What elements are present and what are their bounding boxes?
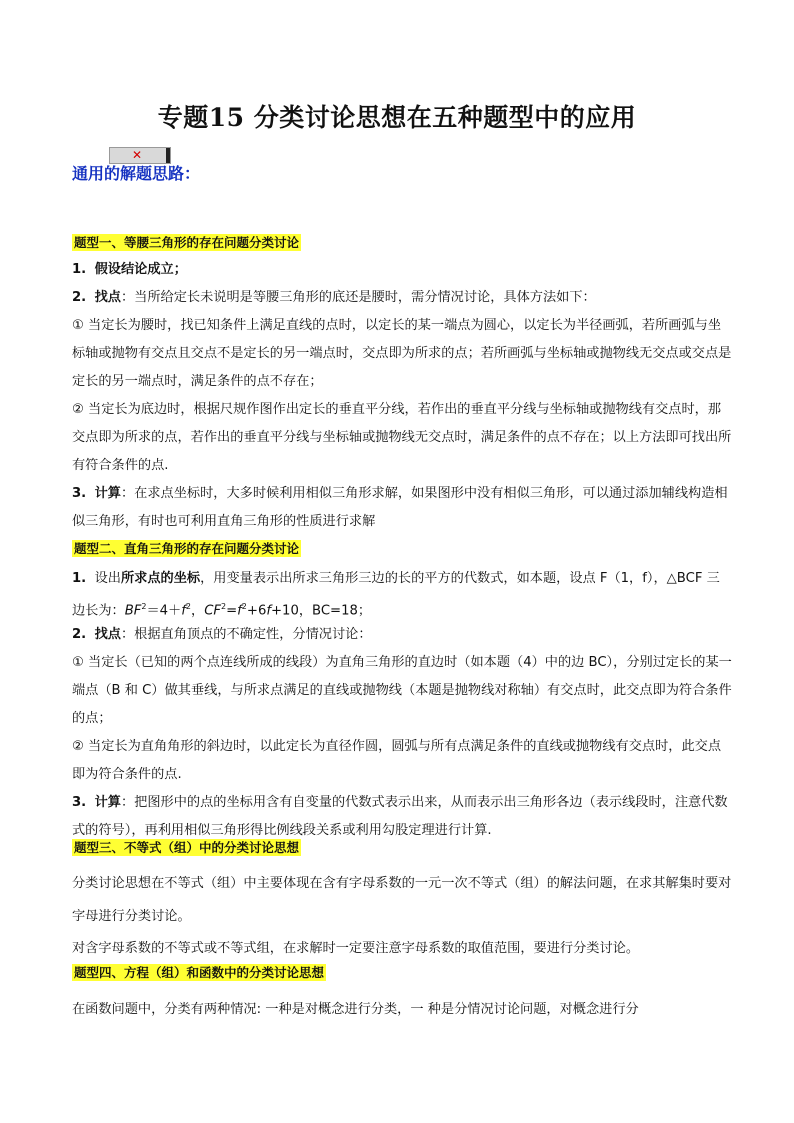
s2-paragraph-2: 2. 找点：根据直角顶点的不确定性，分情况讨论：: [72, 627, 372, 642]
subheading: 通用的解题思路：: [72, 164, 201, 183]
s1-paragraph-3: ① 当定长为腰时，找已知条件上满足直线的点时，以定长的某一端点为圆心，以定长为半径画弧，若所画弧与坐标轴或抛物有交点且交点不是定长的另一端点时，交点即为所求的点；若所画弧与坐标轴或抛物线无交点或交点是定长的另一端点时，满足条件的点不存在；: [72, 318, 732, 389]
s1-paragraph-4: ② 当定长为底边时，根据尺规作图作出定长的垂直平分线，若作出的垂直平分线与坐标轴或抛物线有交点时，那交点即为所求的点，若作出的垂直平分线与坐标轴或抛物线无交点时，满足条件的点不存在；以上方法即可找出所有符合条件的点.: [72, 402, 732, 473]
s2-paragraph-1: 1. 设出所求点的坐标，用变量表示出所求三角形三边的长的平方的代数式，如本题，设点 F（1，f），△BCF 三边长为：$BF^2=4+f^2$，$CF^2=f^2+6f+10$，BC=18；: [72, 571, 720, 619]
section-heading-2: 题型二、直角三角形的存在问题分类讨论: [74, 541, 300, 556]
s1-paragraph-1: 1. 假设结论成立；: [72, 262, 187, 277]
red-x-icon: ✕: [132, 148, 143, 162]
s2-paragraph-4: ② 当定长为直角角形的斜边时，以此定长为直径作圆，圆弧与所有点满足条件的直线或抛物线有交点时，此交点即为符合条件的点.: [72, 739, 722, 782]
s4-paragraph-1: 在函数问题中，分类有两种情况: 一种是对概念进行分类，一 种是分情况讨论问题，对概念进行分: [72, 1002, 639, 1017]
s3-paragraph-2: 对含字母系数的不等式或不等式组，在求解时一定要注意字母系数的取值范围，要进行分类讨论。: [72, 941, 640, 956]
s2-paragraph-3: ① 当定长（已知的两个点连线所成的线段）为直角三角形的直边时（如本题（4）中的边 BC），分别过定长的某一端点（B 和 C）做其垂线，与所求点满足的直线或抛物线（本题是抛物线对称轴）有交点时，此交点即为符合条件的点；: [72, 655, 732, 726]
page-title: 专题15 分类讨论思想在五种题型中的应用: [157, 103, 637, 132]
s2-paragraph-5: 3. 计算：把图形中的点的坐标用含有自变量的代数式表示出来，从而表示出三角形各边（表示线段时，注意代数式的符号），再利用相似三角形得比例线段关系或利用勾股定理进行计算.: [72, 795, 728, 838]
s1-paragraph-2: 2. 找点：当所给定长未说明是等腰三角形的底还是腰时，需分情况讨论，具体方法如下：: [72, 290, 596, 305]
section-heading-4: 题型四、方程（组）和函数中的分类讨论思想: [74, 965, 325, 980]
section-heading-3: 题型三、不等式（组）中的分类讨论思想: [74, 840, 300, 855]
section-heading-1: 题型一、等腰三角形的存在问题分类讨论: [74, 235, 300, 250]
s1-paragraph-5: 3. 计算：在求点坐标时，大多时候利用相似三角形求解，如果图形中没有相似三角形，可以通过添加辅线构造相似三角形，有时也可利用直角三角形的性质进行求解: [72, 486, 728, 529]
s3-paragraph-1: 分类讨论思想在不等式（组）中主要体现在含有字母系数的一元一次不等式（组）的解法问题，在求其解集时要对字母进行分类讨论。: [72, 876, 732, 924]
